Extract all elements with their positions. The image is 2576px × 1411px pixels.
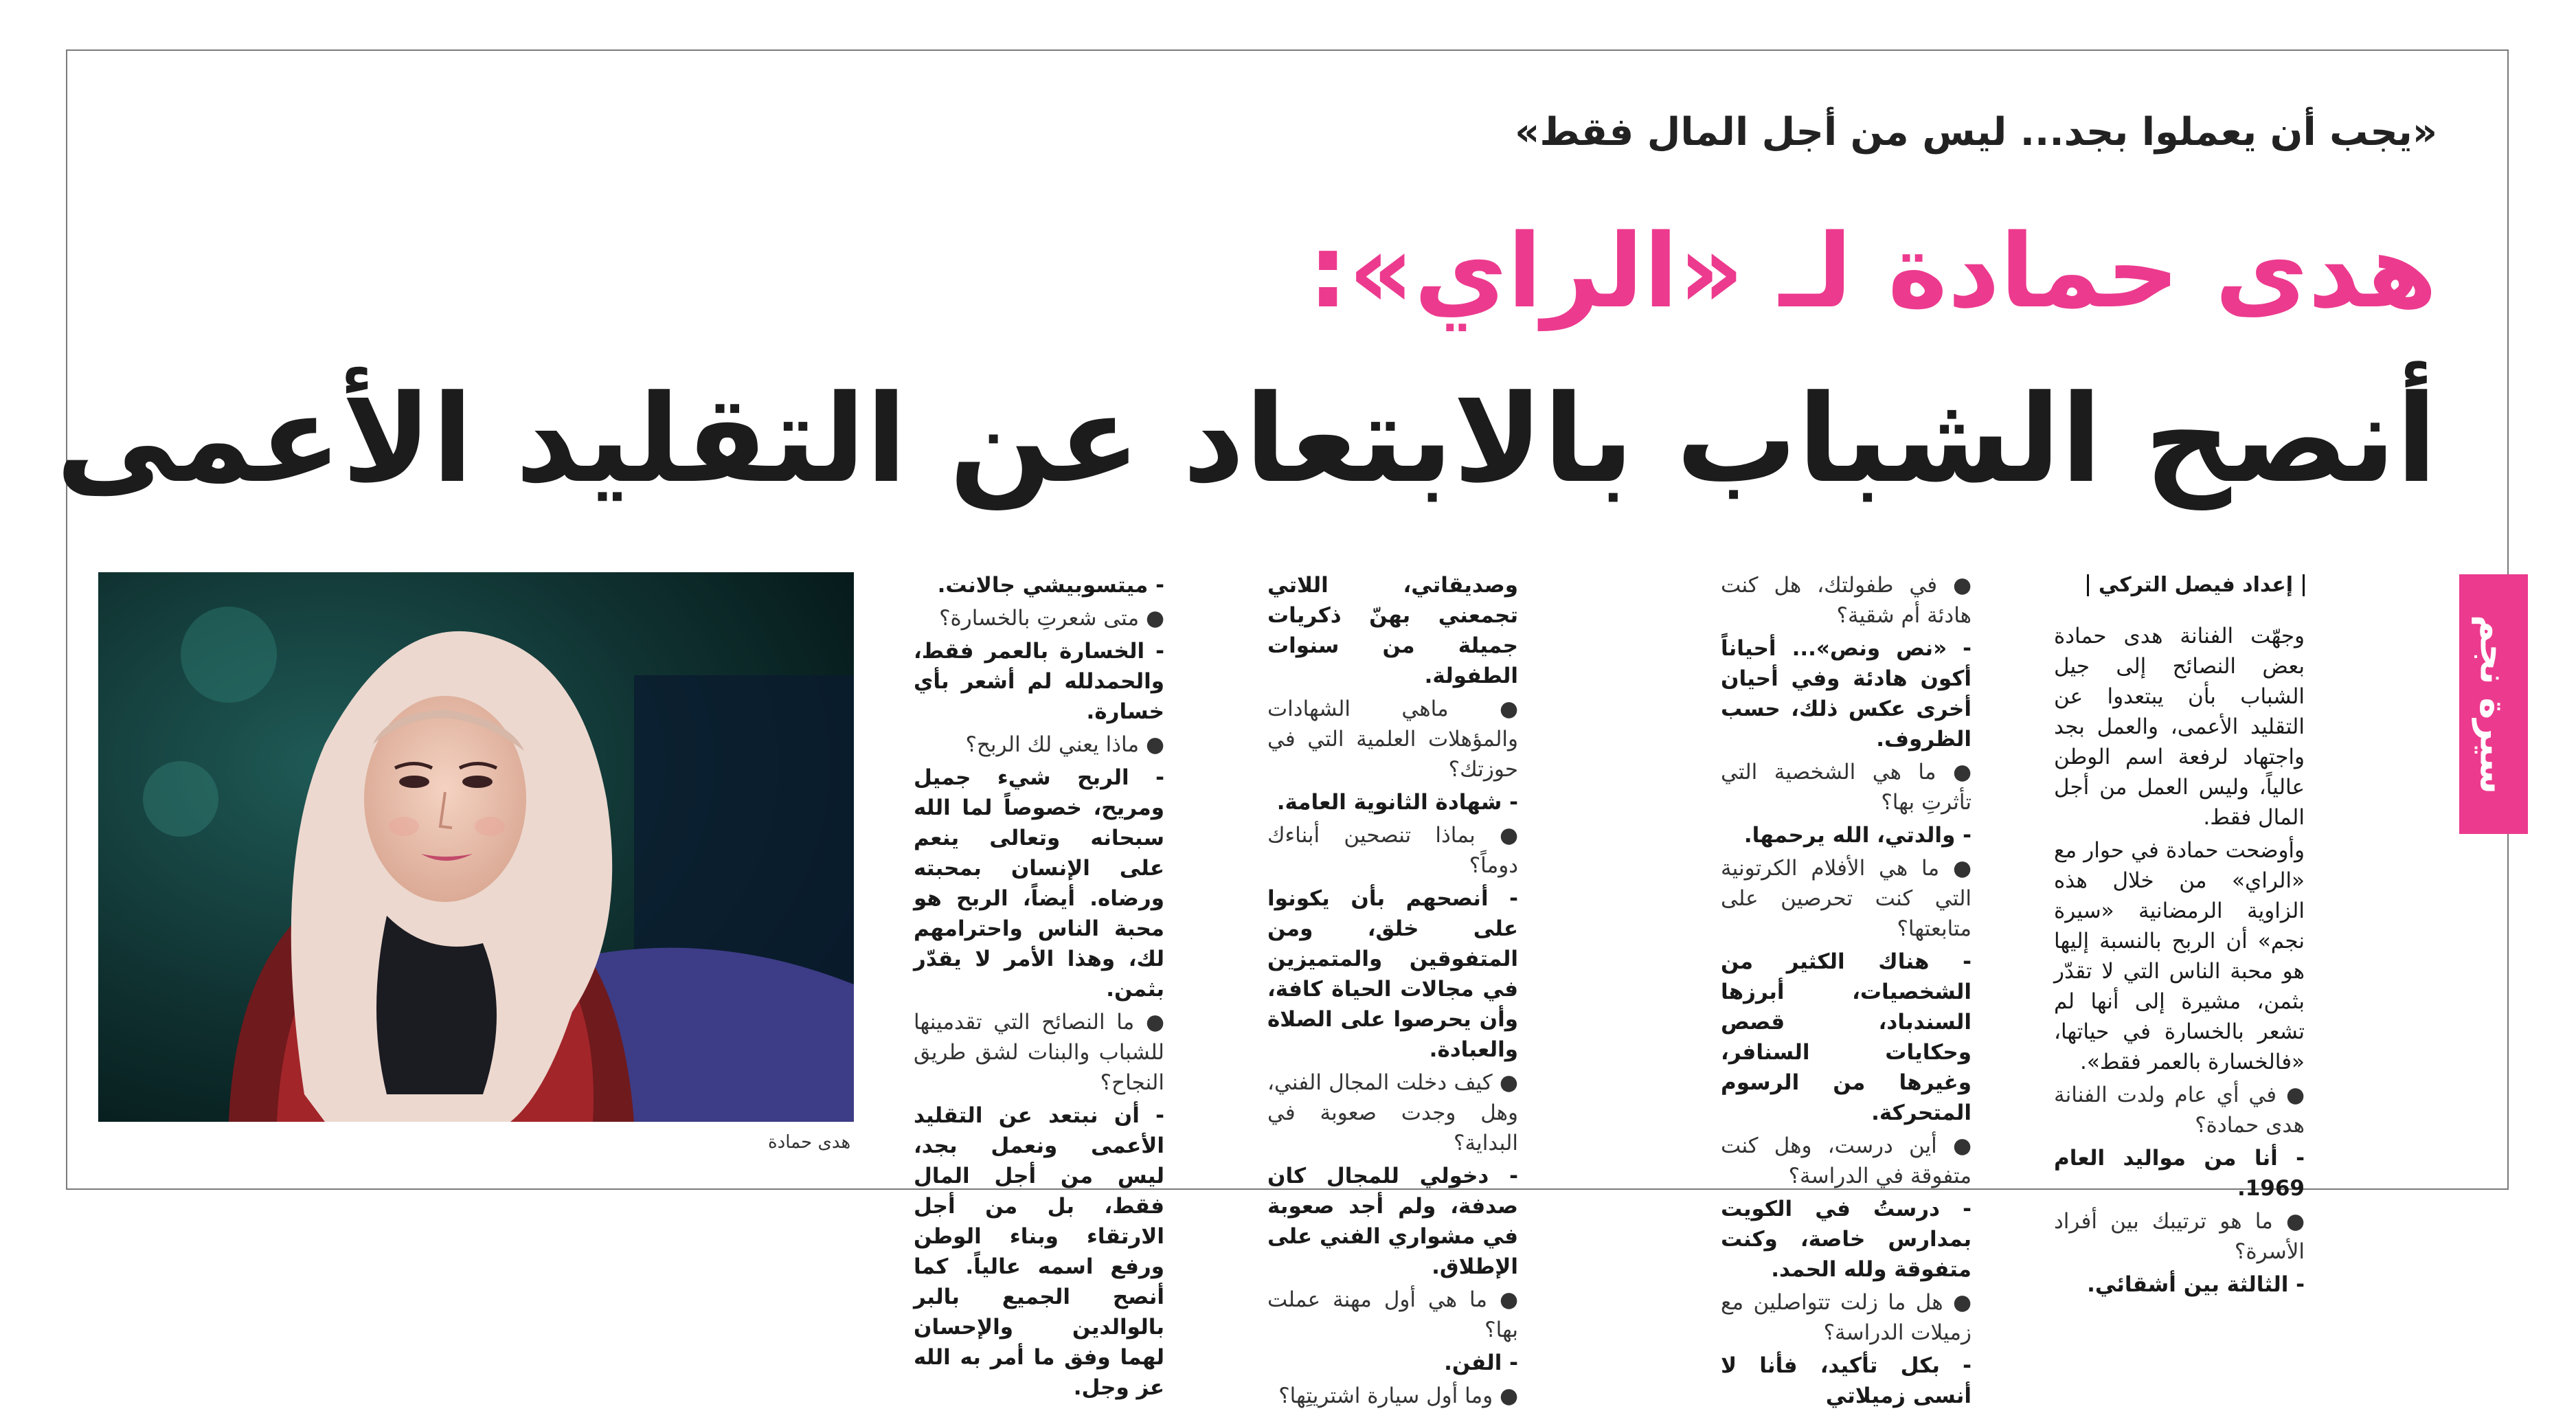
interview-answer: - هناك الكثير من الشخصيات، أبرزها السندباد، قصص وحكايات السنافر، وغيرها من الرسوم المتحركة. (1721, 949, 1971, 1125)
interview-answer: - «نص ونص»... أحياناً أكون هادئة وفي أحيان أخرى عكس ذلك، حسب الظروف. (1721, 636, 1971, 752)
photo-caption: هدى حمادة (768, 1132, 851, 1153)
byline-text: إعداد فيصل التركي (2098, 573, 2293, 597)
interview-question: ● ما هي الشخصية التي تأثرتِ بها؟ (1721, 760, 1971, 815)
byline-bar (2303, 574, 2305, 596)
interview-answer: - أنا من مواليد العام 1969. (2054, 1146, 2305, 1201)
portrait-photo (98, 572, 854, 1122)
interview-answer: - الفن. (1444, 1351, 1518, 1375)
interview-question: ● في أي عام ولدت الفنانة هدى حمادة؟ (2054, 1083, 2305, 1138)
article-column-3 (1267, 570, 1518, 1408)
interview-answer: - أنصحهم بأن يكونوا على خلق، ومن المتفوقين والمتميزين في مجالات الحياة كافة، وأن يحرصوا على الصلاة والعبادة. (1267, 886, 1518, 1062)
article-column-2 (1721, 570, 1971, 1408)
interview-answer: - ميتسوبيشي جالانت. (937, 573, 1164, 598)
interview-answer: - شهادة الثانوية العامة. (1276, 790, 1518, 815)
headline-pink: هدى حمادة لـ «الراي»: (1307, 212, 2437, 330)
interview-answer: - دخولي للمجال كان صدفة، ولم أجد صعوبة في مشواري الفني على الإطلاق. (1267, 1164, 1518, 1279)
portrait-illustration (98, 572, 854, 1122)
interview-question: ● ما هي الأفلام الكرتونية التي كنت تحرصين على متابعتها؟ (1721, 856, 1971, 941)
interview-question: ● كيف دخلت المجال الفني، وهل وجدت صعوبة في البداية؟ (1267, 1070, 1518, 1155)
interview-question: ● هل ما زلت تتواصلين مع زميلات الدراسة؟ (1721, 1290, 1971, 1345)
interview-answer: - بكل تأكيد، فأنا لا أنسى زميلاتي (1721, 1353, 1971, 1408)
headline-main: أنصح الشباب بالابتعاد عن التقليد الأعمى (56, 369, 2437, 510)
interview-question: ● ما هو ترتيبك بين أفراد الأسرة؟ (2054, 1209, 2305, 1264)
article-paragraph: وجهّت الفنانة هدى حمادة بعض النصائح إلى جيل الشباب بأن يبتعدوا عن التقليد الأعمى، والعمل بجد واجتهاد لرفعة اسم الوطن عالياً، وليس العمل من أجل المال فقط. (2054, 624, 2305, 830)
section-tab-label: سيرة نجم (2472, 614, 2516, 794)
interview-answer: - الثالثة بين أشقائي. (2087, 1272, 2305, 1297)
interview-question: ● ما النصائح التي تقدمينها للشباب والبنات لشق طريق النجاح؟ (914, 1010, 1164, 1095)
interview-question: ● ما هي أول مهنة عملت بها؟ (1267, 1287, 1518, 1342)
article-column-1 (2054, 570, 2305, 1297)
article-paragraph: وأوضحت حمادة في حوار مع «الراي» من خلال هذه الزاوية الرمضانية «سيرة نجم» أن الربح بالنسبة إليها هو محبة الناس التي لا تقدّر بثمن، مشيرة إلى أنها لم تشعر بالخسارة في حياتها، «فالخسارة بالعمر فقط». (2054, 838, 2305, 1074)
interview-answer: وصديقاتي، اللاتي تجمعني بهنّ ذكريات جميلة من سنوات الطفولة. (1267, 573, 1518, 688)
interview-question: ● بماذا تنصحين أبناءك دوماً؟ (1267, 823, 1518, 878)
kicker-quote: «يجب أن يعملوا بجد... ليس من أجل المال فقط» (1515, 110, 2437, 155)
interview-answer: - درستُ في الكويت بمدارس خاصة، وكنت متفوقة ولله الحمد. (1721, 1197, 1971, 1282)
byline-bar (2087, 574, 2089, 596)
byline (2054, 570, 2305, 600)
interview-question: ● في طفولتك، هل كنت هادئة أم شقية؟ (1721, 573, 1971, 628)
interview-question: ● متى شعرتِ بالخسارة؟ (939, 606, 1164, 631)
interview-answer: - الربح شيء جميل ومريح، خصوصاً لما الله سبحانه وتعالى ينعم على الإنسان بمحبته ورضاه. أيضاً، الربح هو محبة الناس واحترامهم لك، وهذا الأمر لا يقدّر بثمن. (914, 765, 1164, 1002)
interview-answer: - والدتي، الله يرحمها. (1743, 823, 1971, 848)
section-tab (2459, 574, 2528, 834)
interview-answer: - الخسارة بالعمر فقط، والحمدلله لم أشعر بأي خسارة. (914, 639, 1164, 724)
interview-answer: - أن نبتعد عن التقليد الأعمى ونعمل بجد، ليس من أجل المال فقط، بل من أجل الارتقاء وبناء الوطن ورفع اسمه عالياً. كما أنصح الجميع بالبر بالوالدين والإحسان لهما وفق ما أمر به الله عز وجل. (914, 1103, 1164, 1400)
interview-question: ● ماهي الشهادات والمؤهلات العلمية التي في حوزتك؟ (1267, 697, 1518, 782)
interview-question: ● وما أول سيارة اشتريتِها؟ (1278, 1384, 1518, 1408)
interview-question: ● أين درست، وهل كنت متفوقة في الدراسة؟ (1721, 1133, 1971, 1188)
article-column-4 (914, 570, 1164, 1400)
interview-question: ● ماذا يعني لك الربح؟ (965, 732, 1164, 757)
